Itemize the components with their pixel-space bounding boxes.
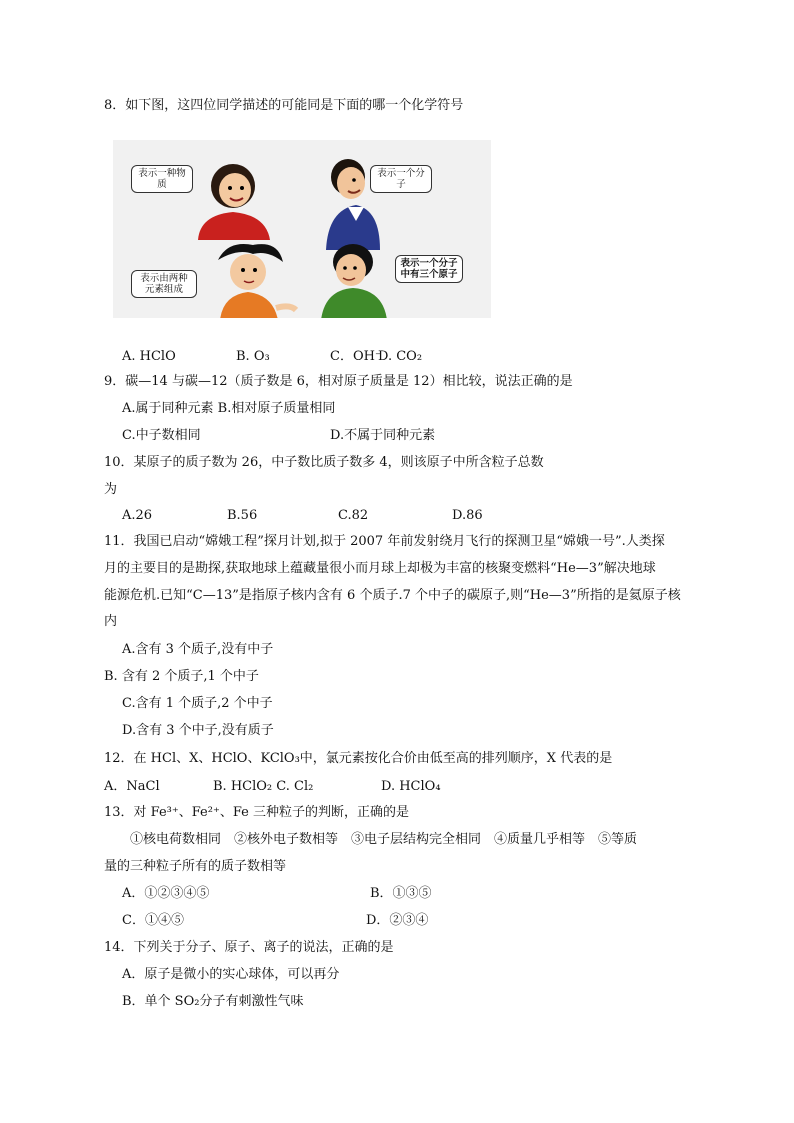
speech-bubble-4: 表示一个分子中有三个原子 [395,255,463,283]
q11-option-c: C.含有 1 个质子,2 个中子 [122,696,273,711]
q11-stem-2: 月的主要目的是勘探,获取地球上蕴藏量很小而月球上却极为丰富的核聚变燃料“He—3”解决地球 [104,561,656,576]
q10-stem-1: 10．某原子的质子数为 26，中子数比质子数多 4，则该原子中所含粒子总数 [104,455,544,470]
q10-option-a: A.26 [122,508,153,523]
q10-option-b: B.56 [227,508,258,523]
q9-option-d: D.不属于同种元素 [330,428,436,443]
girl-figure-1 [188,160,278,240]
q9-option-c: C.中子数相同 [122,428,201,443]
q11-option-d: D.含有 3 个中子,没有质子 [122,723,274,738]
q10-option-c: C.82 [338,508,369,523]
q13-option-d: D．②③④ [366,913,429,928]
q9-option-ab: A.属于同种元素 B.相对原子质量相同 [122,401,336,416]
boy-figure-2 [313,240,393,318]
speech-bubble-2: 表示一个分子 [370,165,432,193]
q11-option-b: B. 含有 2 个质子,1 个中子 [104,669,259,684]
q14-option-a: A．原子是微小的实心球体，可以再分 [122,967,340,982]
girl-figure-2 [198,240,298,318]
q8-option-a: A. HClO [122,349,176,364]
q11-stem-4: 内 [104,614,118,629]
q12-option-bc: B. HClO₂ C. Cl₂ [213,779,314,794]
speech-bubble-1: 表示一种物质 [131,165,193,193]
q13-option-c: C．①④⑤ [122,913,184,928]
q13-statements-1: ①核电荷数相同 ②核外电子数相等 ③电子层结构完全相同 ④质量几乎相等 ⑤等质 [130,832,638,847]
q14-option-b: B．单个 SO₂分子有刺激性气味 [122,994,304,1009]
q11-stem-1: 11．我国已启动“嫦娥工程”探月计划,拟于 2007 年前发射绕月飞行的探测卫星“嫦娥一号”.人类探 [104,534,665,549]
q12-option-d: D. HClO₄ [381,779,441,794]
q13-option-a: A．①②③④⑤ [122,886,210,901]
q10-option-d: D.86 [452,508,483,523]
q10-stem-2: 为 [104,482,118,497]
q8-stem: 8．如下图，这四位同学描述的可能同是下面的哪一个化学符号 [104,98,464,113]
q8-option-b: B. O₃ [236,349,270,364]
q8-option-d: D. CO₂ [378,349,423,364]
q14-stem: 14．下列关于分子、原子、离子的说法，正确的是 [104,940,394,955]
q9-stem: 9．碳—14 与碳—12（质子数是 6，相对原子质量是 12）相比较，说法正确的是 [104,374,573,389]
q13-stem: 13．对 Fe³⁺、Fe²⁺、Fe 三种粒子的判断，正确的是 [104,805,409,820]
q8-option-c: C．OH⁻ [330,349,382,364]
q11-stem-3: 能源危机.已知“C—13”是指原子核内含有 6 个质子.7 个中子的碳原子,则“He—3”所指的是氦原子核 [104,588,681,603]
q11-option-a: A.含有 3 个质子,没有中子 [122,642,274,657]
q12-stem: 12．在 HCl、X、HClO、KClO₃中，氯元素按化合价由低至高的排列顺序，X 代表的是 [104,751,613,766]
speech-bubble-3: 表示由两种元素组成 [131,270,197,298]
q12-option-a: A．NaCl [104,779,160,794]
q13-option-b: B．①③⑤ [370,886,432,901]
q8-illustration [113,140,491,318]
q13-statements-2: 量的三种粒子所有的质子数相等 [104,859,287,874]
